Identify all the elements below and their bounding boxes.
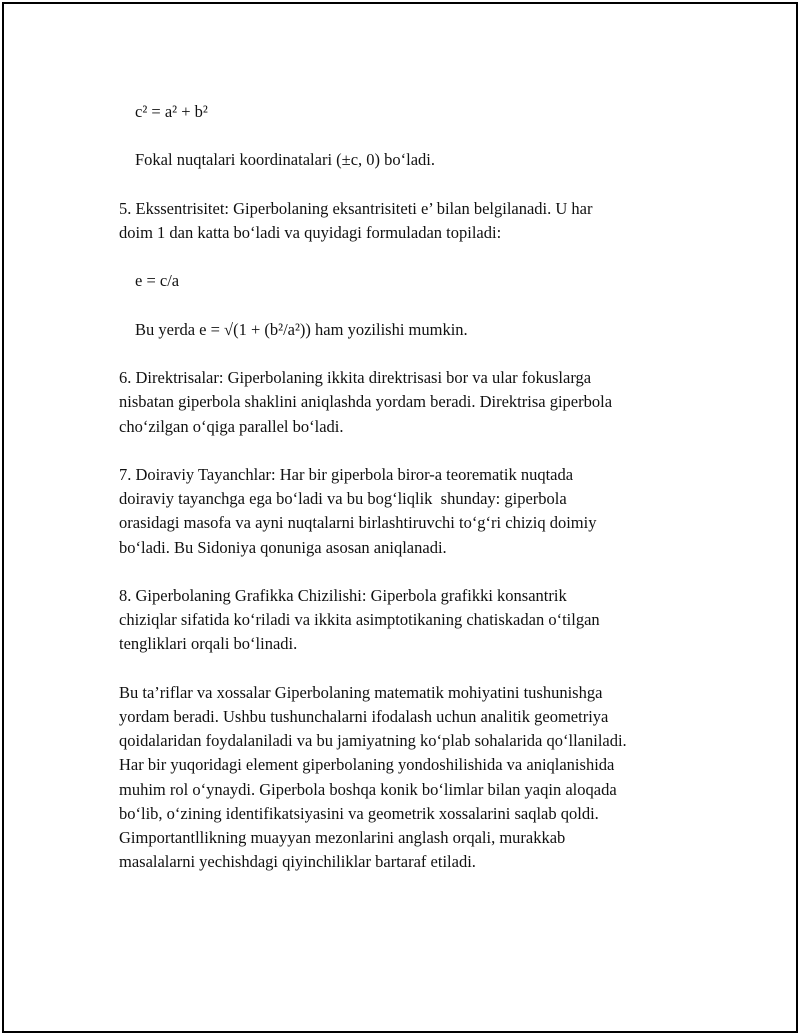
focal-points-note: Fokal nuqtalari koordinatalari (±c, 0) bo‘ladi. xyxy=(135,150,436,170)
formula-c-squared: c² = a² + b² xyxy=(135,102,208,121)
conclusion-paragraph: Bu ta’riflar va xossalar Giperbolaning matematik mohiyatini tushunishga yordam beradi. Ushbu tushunchalarni ifodalash uchun analitik geometriya qoidalaridan foydalaniladi va bu jamiyatning ko‘plab sohalarida qo‘llaniladi. Har bir yuqoridagi element giperbolaning yondoshilishida va aniqlanishida muhim rol o‘ynaydi. Giperbola boshqa konik bo‘limlar bilan yaqin aloqada bo‘lib, o‘zining identifikatsiyasini va geometrik xossalarini saqlab qoldi. Gimportantllikning muayyan mezonlarini anglash orqali, murakkab masalalarni yechishdagi qiyinchiliklar bartaraf etiladi. xyxy=(119,682,627,872)
section-5-eccentricity: 5. Ekssentrisitet: Giperbolaning eksantrisiteti e’ bilan belgilanadi. U har doim 1 dan katta bo‘ladi va quyidagi formuladan topiladi: xyxy=(119,198,593,242)
eccentricity-alt-formula: Bu yerda e = √(1 + (b²/a²)) ham yozilishi mumkin. xyxy=(135,319,468,339)
section-6-directrices: 6. Direktrisalar: Giperbolaning ikkita direktrisasi bor va ular fokuslarga nisbatan giperbola shaklini aniqlashda yordam beradi. Direktrisa giperbola cho‘zilgan o‘qiga parallel bo‘ladi. xyxy=(119,368,613,436)
paragraph-gap xyxy=(119,657,704,681)
paragraph-gap xyxy=(119,245,704,269)
paragraph-gap xyxy=(119,173,704,197)
section-7-circular-supports: 7. Doiraviy Tayanchlar: Har bir giperbola biror-a teorematik nuqtada doiraviy tayanchga ega bo‘ladi va bu bog‘liqlik shunday: giperbola orasidagi masofa va ayni nuqtalarni birlashtiruvchi to‘g‘ri chiziq doimiy bo‘ladi. Bu Sidoniya qonuniga asosan aniqlanadi. xyxy=(119,464,597,557)
formula-eccentricity: e = c/a xyxy=(135,271,180,291)
paragraph-gap xyxy=(119,124,704,148)
paragraph-gap xyxy=(119,342,704,366)
paragraph-gap xyxy=(119,439,704,463)
paragraph-gap xyxy=(119,560,704,584)
page-frame xyxy=(2,2,798,1033)
section-8-graph-drawing: 8. Giperbolaning Grafikka Chizilishi: Giperbola grafikki konsantrik chiziqlar sifatida ko‘riladi va ikkita asimptotikaning chatiskadan o‘tilgan tengliklari orqali bo‘linadi. xyxy=(119,585,600,654)
paragraph-gap xyxy=(119,294,704,318)
document-body xyxy=(119,100,704,874)
